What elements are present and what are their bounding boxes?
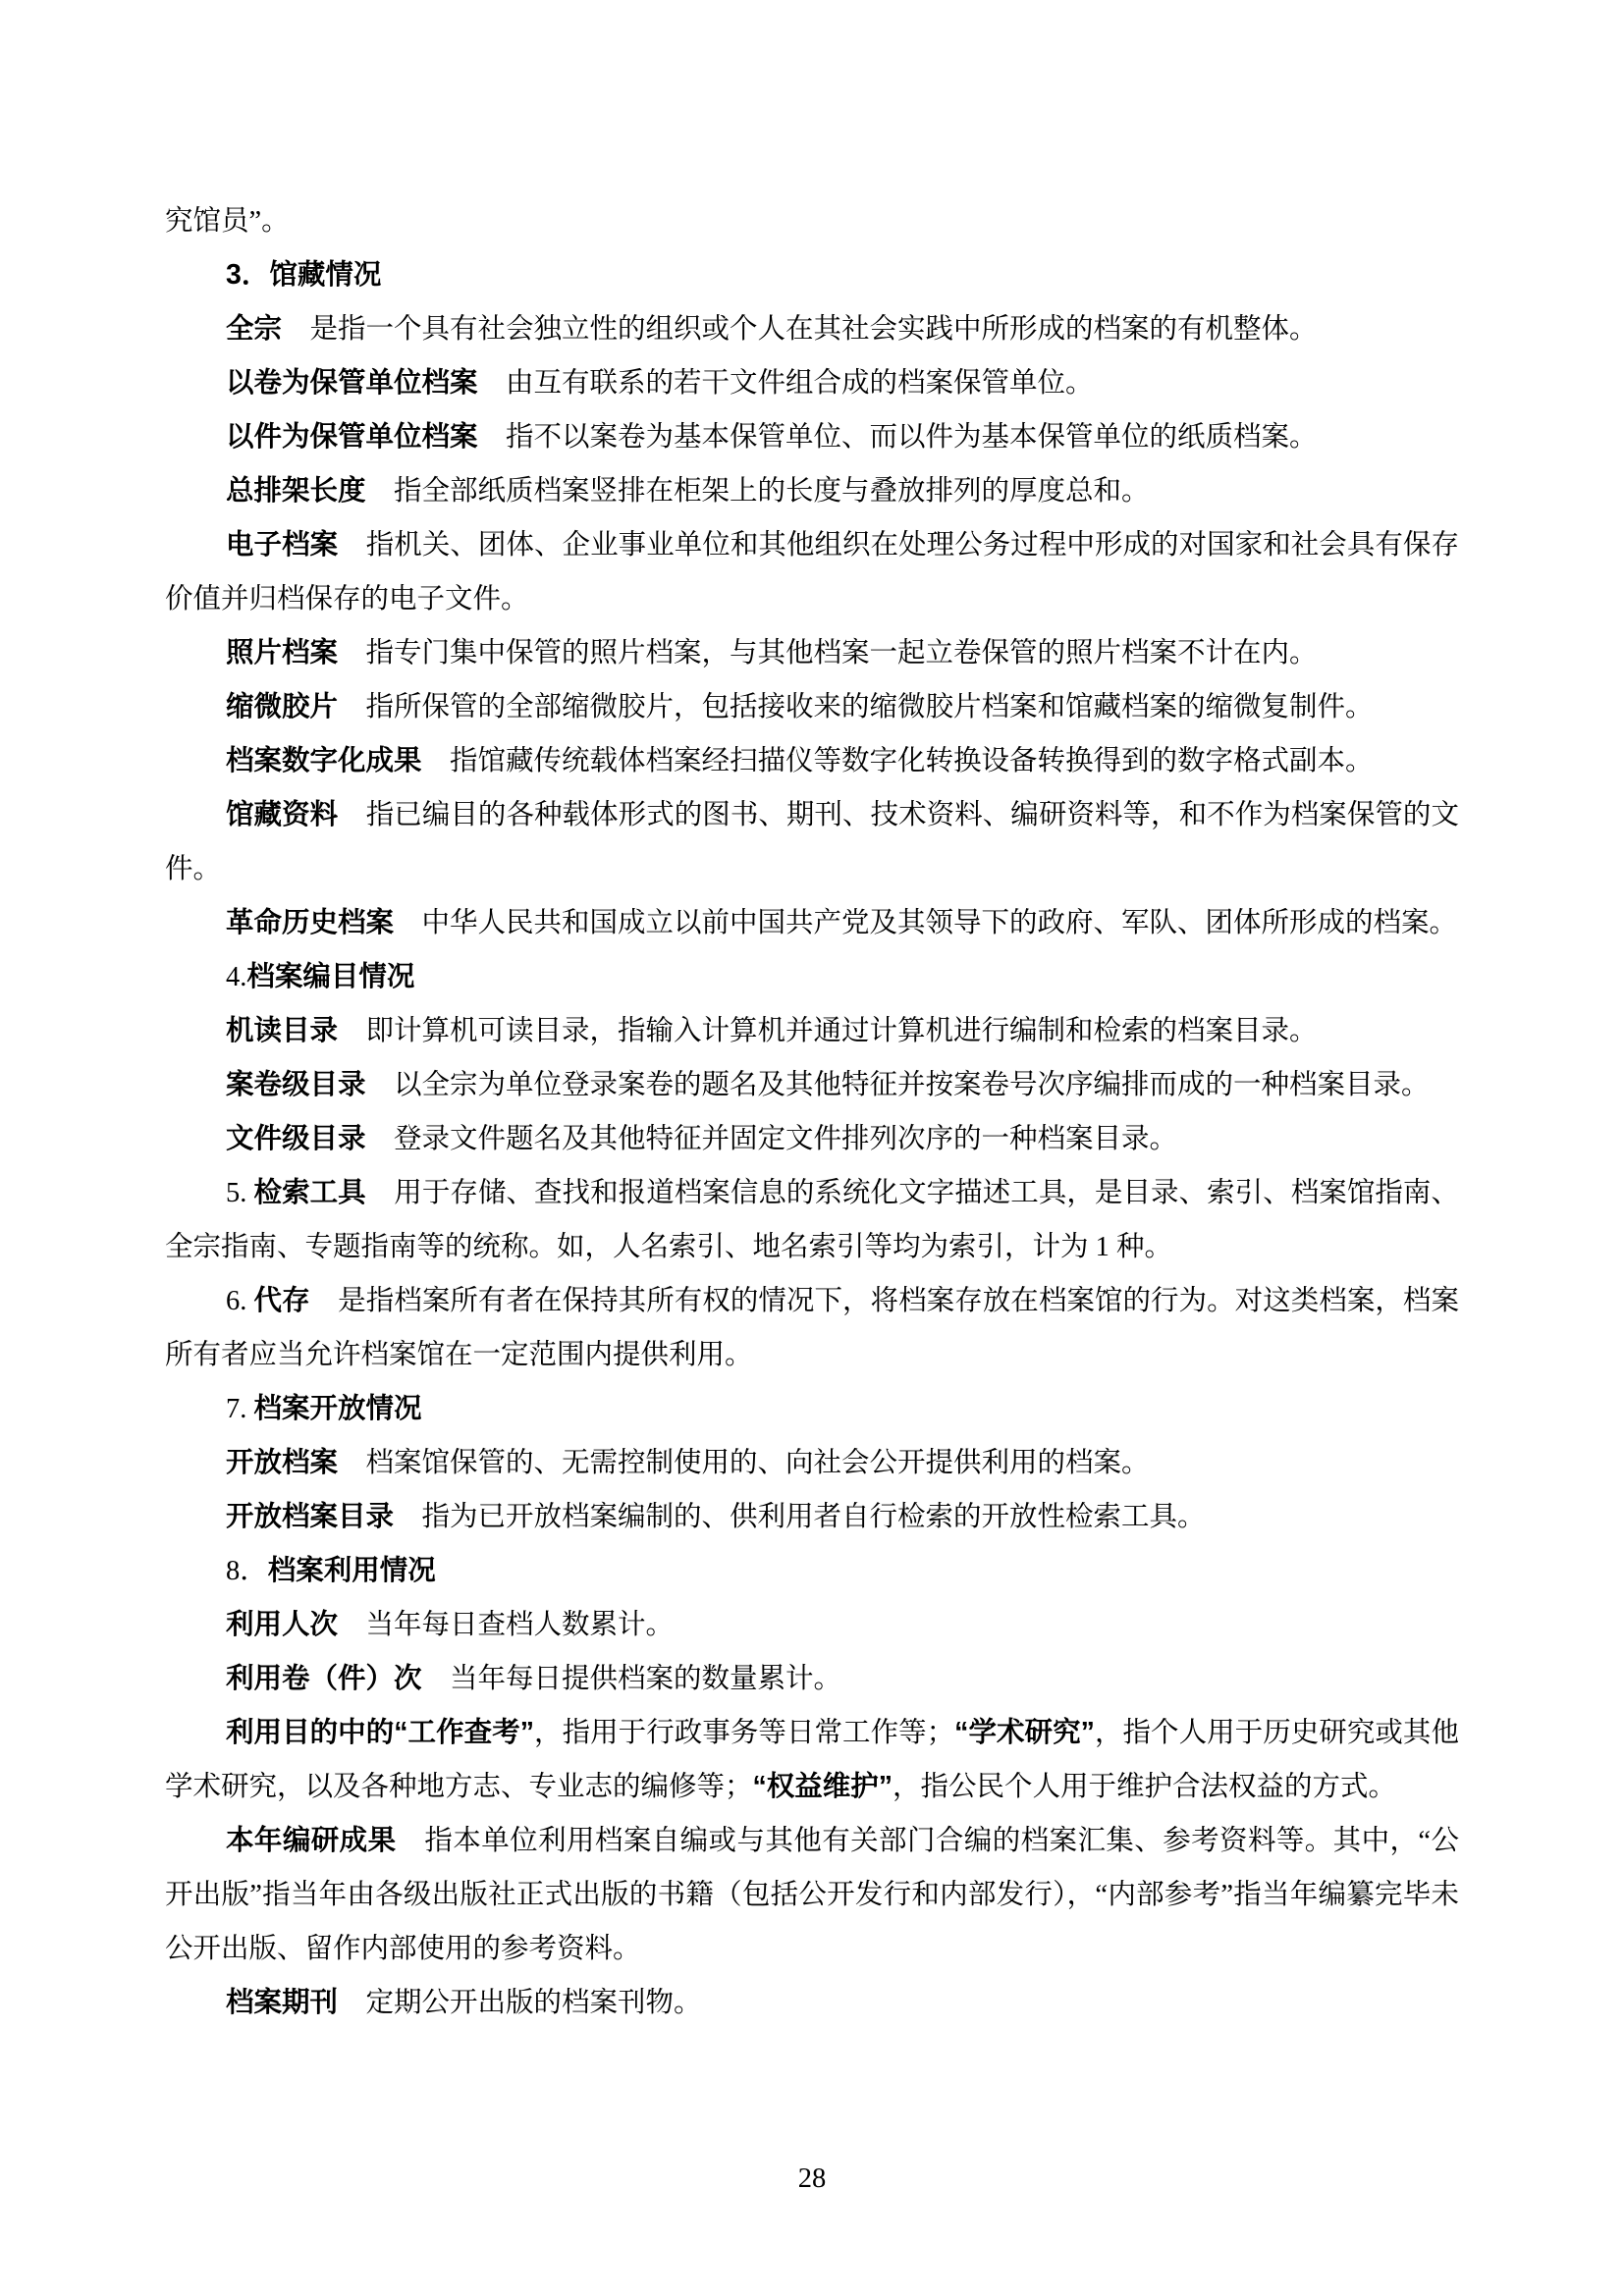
paragraph bbox=[165, 734, 1459, 788]
term-label: 开放档案 bbox=[226, 1447, 339, 1478]
text-run: 由互有联系的若干文件组合成的档案保管单位。 bbox=[477, 368, 1094, 399]
paragraph bbox=[165, 1598, 1459, 1652]
paragraph bbox=[165, 1004, 1459, 1058]
term-label: 档案利用情况 bbox=[267, 1555, 436, 1586]
text-run: 指机关、团体、企业事业单位和其他组织在处理公务过程中形成的对国家和社会具有保存价值并归档保存的电子文件。 bbox=[165, 530, 1459, 614]
term-label: “学术研究” bbox=[954, 1717, 1095, 1748]
text-run: 即计算机可读目录，指输入计算机并通过计算机进行编制和检索的档案目录。 bbox=[338, 1016, 1318, 1046]
text-run: ，指公民个人用于维护合法权益的方式。 bbox=[893, 1772, 1397, 1802]
paragraph bbox=[165, 248, 1459, 302]
text-run: 定期公开出版的档案刊物。 bbox=[338, 1988, 702, 2018]
paragraph bbox=[165, 680, 1459, 734]
page-footer bbox=[0, 2164, 1624, 2194]
text-run: 指专门集中保管的照片档案，与其他档案一起立卷保管的照片档案不计在内。 bbox=[338, 638, 1318, 668]
term-label: 案卷级目录 bbox=[226, 1069, 366, 1100]
paragraph bbox=[165, 1490, 1459, 1544]
text-run: 中华人民共和国成立以前中国共产党及其领导下的政府、军队、团体所形成的档案。 bbox=[394, 908, 1458, 938]
text-run: ，指用于行政事务等日常工作等； bbox=[534, 1718, 955, 1748]
term-label: 代存 bbox=[253, 1285, 310, 1316]
term-label: 电子档案 bbox=[226, 529, 339, 561]
paragraph bbox=[165, 1814, 1459, 1976]
paragraph bbox=[165, 1544, 1459, 1598]
term-label: 以件为保管单位档案 bbox=[226, 421, 478, 453]
paragraph bbox=[165, 950, 1459, 1004]
text-run: 以全宗为单位登录案卷的题名及其他特征并按案卷号次序编排而成的一种档案目录。 bbox=[365, 1070, 1430, 1100]
term-label: 机读目录 bbox=[226, 1015, 339, 1046]
term-label: 以卷为保管单位档案 bbox=[226, 367, 478, 399]
text-run: 究馆员”。 bbox=[165, 206, 290, 237]
term-label: 3．馆藏情况 bbox=[226, 259, 382, 291]
term-label: 文件级目录 bbox=[226, 1123, 366, 1154]
text-run: 6. bbox=[226, 1286, 254, 1316]
paragraph bbox=[165, 1166, 1459, 1274]
paragraph bbox=[165, 356, 1459, 410]
text-run: 4. bbox=[226, 962, 247, 992]
term-label: 总排架长度 bbox=[226, 475, 366, 507]
text-run: 指已编目的各种载体形式的图书、期刊、技术资料、编研资料等，和不作为档案保管的文件。 bbox=[165, 800, 1459, 884]
text-run: 是指档案所有者在保持其所有权的情况下，将档案存放在档案馆的行为。对这类档案，档案所有者应当允许档案馆在一定范围内提供利用。 bbox=[165, 1286, 1459, 1370]
page-number: 28 bbox=[797, 2163, 827, 2194]
term-label: 档案数字化成果 bbox=[226, 745, 422, 776]
text-run: 登录文件题名及其他特征并固定文件排列次序的一种档案目录。 bbox=[365, 1124, 1178, 1154]
term-label: 档案期刊 bbox=[226, 1987, 339, 2018]
paragraph bbox=[165, 1274, 1459, 1382]
text-run: 5. bbox=[226, 1178, 254, 1208]
text-run: 是指一个具有社会独立性的组织或个人在其社会实践中所形成的档案的有机整体。 bbox=[282, 314, 1318, 345]
term-label: 本年编研成果 bbox=[226, 1825, 397, 1856]
text-run: 指馆藏传统载体档案经扫描仪等数字化转换设备转换得到的数字格式副本。 bbox=[421, 746, 1374, 776]
paragraph bbox=[165, 626, 1459, 680]
paragraph bbox=[165, 302, 1459, 356]
term-label: 全宗 bbox=[226, 313, 283, 345]
text-run: 用于存储、查找和报道档案信息的系统化文字描述工具，是目录、索引、档案馆指南、全宗指南、专题指南等的统称。如，人名索引、地名索引等均为索引，计为 1 种。 bbox=[165, 1178, 1459, 1262]
paragraph bbox=[165, 518, 1459, 626]
term-label: 馆藏资料 bbox=[226, 799, 339, 830]
text-run: ，指个人用于历史研究或其他学术研究，以及各种地方志、专业志的编修等； bbox=[165, 1718, 1459, 1802]
paragraph bbox=[165, 1112, 1459, 1166]
text-run: 指全部纸质档案竖排在柜架上的长度与叠放排列的厚度总和。 bbox=[365, 476, 1150, 507]
term-label: 缩微胶片 bbox=[226, 691, 339, 722]
term-label: 照片档案 bbox=[226, 637, 339, 668]
paragraph bbox=[165, 896, 1459, 950]
text-run: 当年每日提供档案的数量累计。 bbox=[421, 1664, 842, 1694]
paragraph bbox=[165, 410, 1459, 464]
paragraph bbox=[165, 1652, 1459, 1706]
text-run: 7. bbox=[226, 1394, 254, 1424]
text-run: 8． bbox=[226, 1556, 268, 1586]
text-run: 指本单位利用档案自编或与其他有关部门合编的档案汇集、参考资料等。其中，“公开出版”指当年由各级出版社正式出版的书籍（包括公开发行和内部发行），“内部参考”指当年编纂完毕未公开出版、留作内部使用的参考资料。 bbox=[165, 1826, 1459, 1964]
term-label: 革命历史档案 bbox=[226, 907, 395, 938]
term-label: 利用卷（件）次 bbox=[226, 1663, 422, 1694]
paragraph bbox=[165, 788, 1459, 896]
paragraph bbox=[165, 1976, 1459, 2030]
text-run: 当年每日查档人数累计。 bbox=[338, 1610, 675, 1640]
paragraph bbox=[165, 464, 1459, 518]
term-label: “权益维护” bbox=[752, 1771, 893, 1802]
term-label: 利用目的中的“工作查考” bbox=[226, 1717, 534, 1748]
paragraph bbox=[165, 194, 1459, 248]
paragraph bbox=[165, 1706, 1459, 1814]
document-body bbox=[165, 194, 1459, 2030]
term-label: 开放档案目录 bbox=[226, 1501, 395, 1532]
term-label: 档案开放情况 bbox=[253, 1393, 422, 1424]
term-label: 检索工具 bbox=[253, 1177, 366, 1208]
text-run: 指不以案卷为基本保管单位、而以件为基本保管单位的纸质档案。 bbox=[477, 422, 1318, 453]
text-run: 指为已开放档案编制的、供利用者自行检索的开放性检索工具。 bbox=[394, 1502, 1206, 1532]
paragraph bbox=[165, 1058, 1459, 1112]
text-run: 档案馆保管的、无需控制使用的、向社会公开提供利用的档案。 bbox=[338, 1448, 1150, 1478]
term-label: 利用人次 bbox=[226, 1609, 339, 1640]
term-label: 档案编目情况 bbox=[246, 961, 415, 992]
paragraph bbox=[165, 1382, 1459, 1436]
paragraph bbox=[165, 1436, 1459, 1490]
text-run: 指所保管的全部缩微胶片，包括接收来的缩微胶片档案和馆藏档案的缩微复制件。 bbox=[338, 692, 1374, 722]
